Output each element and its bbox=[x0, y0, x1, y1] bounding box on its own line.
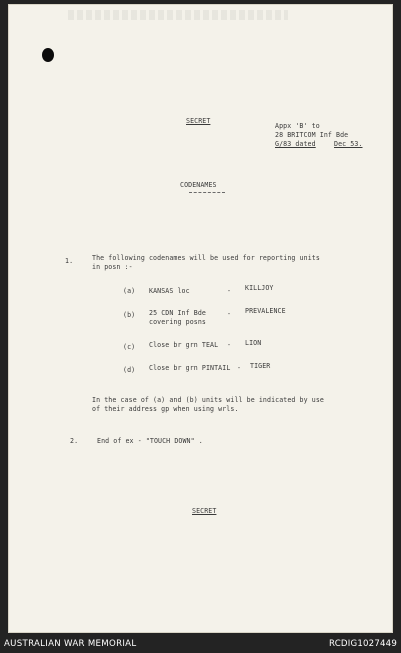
item-d-dash: - bbox=[237, 364, 242, 372]
classification-bottom: SECRET bbox=[192, 507, 217, 515]
item-b-label: (b) bbox=[123, 311, 136, 319]
punch-hole bbox=[42, 48, 54, 62]
item-a-label: (a) bbox=[123, 287, 136, 295]
bleed-through-text bbox=[68, 10, 288, 20]
record-id: RCDIG1027449 bbox=[328, 639, 397, 649]
item-b-codename: PREVALENCE bbox=[245, 307, 286, 315]
item-c-dash: - bbox=[227, 341, 232, 349]
reference-date: Dec 53. bbox=[334, 140, 363, 148]
document-page bbox=[8, 4, 393, 633]
archive-name: AUSTRALIAN WAR MEMORIAL bbox=[4, 639, 137, 649]
item-d-label: (d) bbox=[123, 366, 136, 374]
item-b-dash: - bbox=[227, 310, 232, 318]
item-d-unit: Close br grn PINTAIL bbox=[149, 364, 231, 372]
reference-line-3: G/83 dated bbox=[275, 140, 316, 148]
para2-text: End of ex - "TOUCH DOWN" . bbox=[97, 437, 203, 445]
reference-line-1: Appx 'B' to bbox=[275, 122, 320, 130]
item-c-codename: LION bbox=[245, 339, 262, 347]
item-b-unit-line-2: covering posns bbox=[149, 318, 206, 326]
note-line-1: In the case of (a) and (b) units will be indicated by use bbox=[92, 396, 324, 404]
para1-line-2: in posn :- bbox=[92, 263, 133, 271]
note-line-2: of their address gp when using wrls. bbox=[92, 405, 239, 413]
para1-number: 1. bbox=[65, 257, 74, 265]
reference-line-2: 28 BRITCOM Inf Bde bbox=[275, 131, 349, 139]
item-c-unit: Close br grn TEAL bbox=[149, 341, 219, 349]
para2-number: 2. bbox=[70, 437, 79, 445]
item-d-codename: TIGER bbox=[250, 362, 271, 370]
heading-underline bbox=[189, 192, 225, 193]
heading-codenames: CODENAMES bbox=[180, 181, 217, 189]
item-b-unit: 25 CDN Inf Bde bbox=[149, 309, 206, 317]
classification-top: SECRET bbox=[186, 117, 211, 125]
item-c-label: (c) bbox=[123, 343, 136, 351]
item-a-codename: KILLJOY bbox=[245, 284, 274, 292]
item-a-dash: - bbox=[227, 287, 232, 295]
item-a-unit: KANSAS loc bbox=[149, 287, 190, 295]
archive-footer bbox=[0, 636, 401, 653]
para1-line-1: The following codenames will be used for reporting units bbox=[92, 254, 320, 262]
